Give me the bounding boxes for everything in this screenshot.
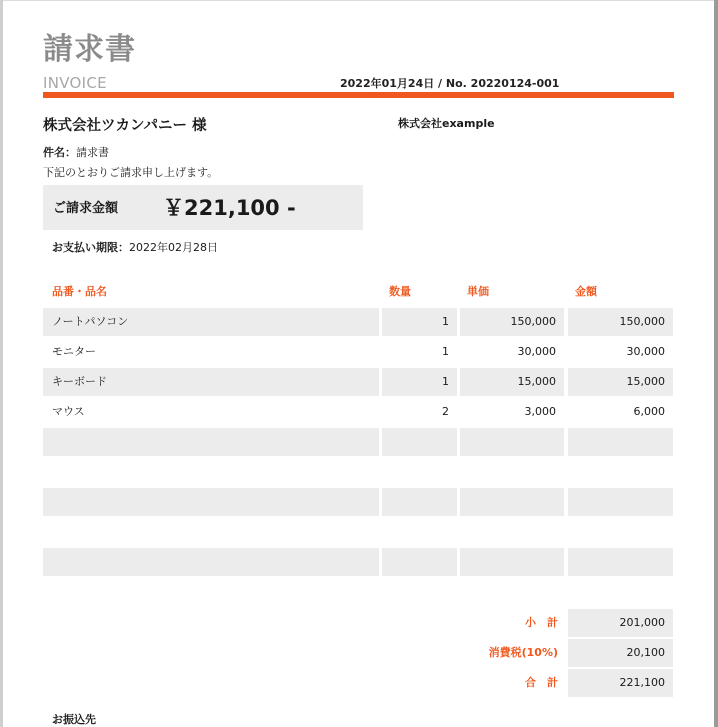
invoice-date-number: 2022年01月24日 / No. 20220124-001: [340, 77, 560, 90]
row-amount: 15,000: [568, 368, 673, 396]
payment-due: [52, 241, 218, 255]
issuer-name: 株式会社example: [398, 117, 495, 130]
intro-text: 下記のとおりご請求申し上げます。: [43, 166, 219, 179]
row-unit-price: [460, 458, 564, 486]
tax-label: 消費税(10%): [488, 646, 558, 659]
row-item: キーボード: [43, 368, 379, 396]
payment-due-label: お支払い期限：: [52, 241, 129, 254]
row-item: [43, 488, 379, 516]
row-unit-price: [460, 428, 564, 456]
row-qty: [382, 458, 457, 486]
bank-transfer-label: お振込先: [52, 713, 96, 726]
billing-amount-box: [43, 185, 363, 230]
row-unit-price: 3,000: [524, 405, 556, 418]
billing-amount-label: ご請求金額: [53, 201, 119, 216]
row-item: [43, 428, 379, 456]
subject-line: [43, 146, 109, 160]
row-unit-price: [460, 518, 564, 546]
col-header-unit: 単価: [467, 285, 489, 298]
col-header-amount: 金額: [575, 285, 597, 298]
row-amount: 6,000: [633, 405, 665, 418]
row-unit-price: 150,000: [460, 308, 564, 336]
header-accent-bar: [43, 92, 674, 98]
page-top-border: [0, 0, 718, 1]
row-amount: [568, 518, 673, 546]
row-amount: 150,000: [568, 308, 673, 336]
billing-amount-value: ￥221,100 -: [163, 196, 296, 220]
row-amount: 30,000: [626, 345, 665, 358]
row-qty: 2: [442, 405, 449, 418]
page-right-border: [714, 0, 718, 727]
tax-value: 20,100: [568, 639, 673, 667]
row-item: [43, 518, 379, 546]
row-qty: 1: [382, 368, 457, 396]
client-name: 株式会社ツカンパニー 様: [43, 118, 207, 134]
row-item: モニター: [52, 345, 96, 358]
row-qty: [382, 428, 457, 456]
payment-due-date: 2022年02月28日: [129, 241, 218, 254]
row-amount: [568, 458, 673, 486]
subject-label: 件名：: [43, 146, 76, 159]
row-unit-price: 15,000: [460, 368, 564, 396]
row-qty: [382, 518, 457, 546]
row-item: マウス: [52, 405, 85, 418]
page-left-border: [0, 0, 3, 727]
total-value: 221,100: [568, 669, 673, 697]
row-item: ノートパソコン: [43, 308, 379, 336]
subtotal-value: 201,000: [568, 609, 673, 637]
row-amount: [568, 428, 673, 456]
row-amount: [568, 488, 673, 516]
row-unit-price: [460, 488, 564, 516]
total-label: 合 計: [525, 676, 558, 689]
row-unit-price: [460, 548, 564, 576]
row-unit-price: 30,000: [517, 345, 556, 358]
row-qty: 1: [442, 345, 449, 358]
row-amount: [568, 548, 673, 576]
row-qty: 1: [382, 308, 457, 336]
row-item: [43, 548, 379, 576]
subtotal-label: 小 計: [525, 616, 558, 629]
row-qty: [382, 488, 457, 516]
col-header-qty: 数量: [389, 285, 411, 298]
row-item: [43, 458, 379, 486]
row-qty: [382, 548, 457, 576]
invoice-title-jp: 請求書: [43, 32, 136, 67]
subject-value: 請求書: [76, 146, 109, 159]
col-header-item: 品番・品名: [52, 285, 107, 298]
invoice-title-en: INVOICE: [43, 74, 107, 92]
